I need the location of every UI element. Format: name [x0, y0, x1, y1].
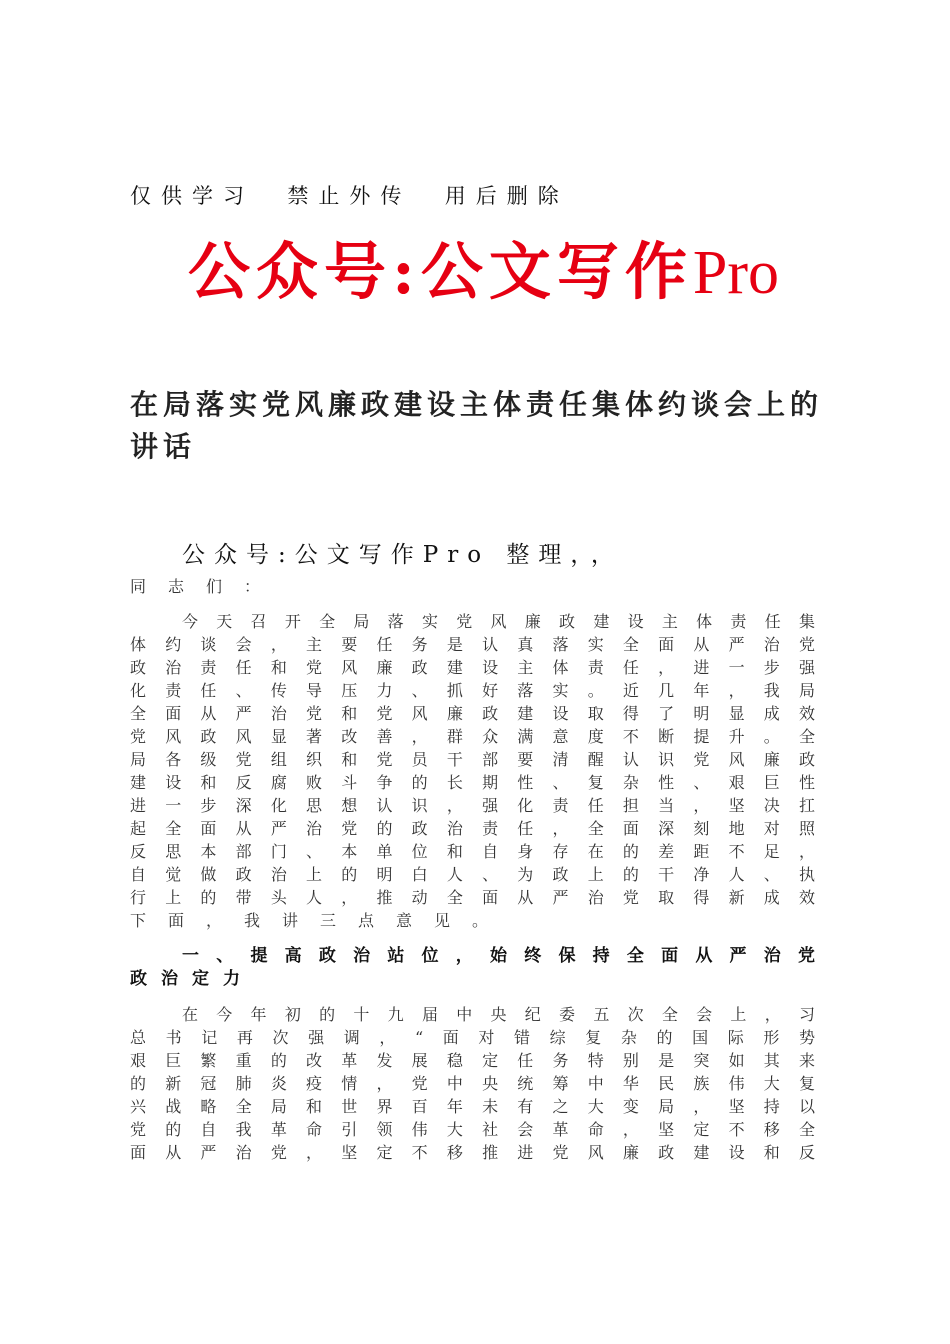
body-line: 党风政风显著改善，群众满意度不断提升。全 — [130, 727, 815, 746]
body-line: 反思本部门、本单位和自身存在的差距不足， — [130, 842, 815, 861]
body-line: 进一步深化思想认识，强化责任担当，坚决扛 — [130, 796, 815, 815]
salutation: 同志们： — [130, 577, 283, 596]
brand-watermark — [188, 222, 779, 311]
body-line: 的新冠肺炎疫情，党中央统筹中华民族伟大复 — [130, 1074, 815, 1093]
body-line: 政治责任和党风廉政建设主体责任，进一步强 — [130, 658, 815, 677]
section-heading: 政治定力 — [130, 969, 254, 989]
body-line: 党的自我革命引领伟大社会革命，坚定不移全 — [130, 1120, 815, 1139]
body-line: 建设和反腐败斗争的长期性、复杂性、艰巨性 — [130, 773, 815, 792]
body-line: 总书记再次强调，“面对错综复杂的国际形势 — [130, 1028, 815, 1047]
body-line: 下面，我讲三点意见。 — [130, 911, 511, 930]
document-subheading: 公众号:公文写作Pro 整理，， — [182, 542, 623, 568]
body-line: 行上的带头人，推动全面从严治党取得新成效 — [130, 888, 815, 907]
body-line: 起全面从严治党的政治责任，全面深刻地对照 — [130, 819, 815, 838]
body-line: 自觉做政治上的明白人、为政上的干净人、执 — [130, 865, 815, 884]
body-line: 体约谈会，主要任务是认真落实全面从严治党 — [130, 635, 815, 654]
header-notice: 仅供学习 禁止外传 用后删除 — [130, 184, 569, 208]
body-line: 全面从严治党和党风廉政建设取得了明显成效 — [130, 704, 815, 723]
brand-name: 公众号:公文写作 — [188, 235, 693, 308]
body-line: 化责任、传导压力、抓好落实。近几年，我局 — [130, 681, 815, 700]
body-line: 在今年初的十九届中央纪委五次全会上，习 — [182, 1005, 815, 1024]
body-line: 今天召开全局落实党风廉政建设主体责任集 — [182, 612, 815, 631]
body-line: 局各级党组织和党员干部要清醒认识党风廉政 — [130, 750, 815, 769]
body-line: 面从严治党，坚定不移推进党风廉政建设和反 — [130, 1143, 815, 1162]
document-title: 在局落实党风廉政建设主体责任集体约谈会上的讲话 — [130, 388, 824, 463]
section-heading: 一、提高政治站位，始终保持全面从严治党 — [182, 946, 815, 966]
brand-suffix: Pro — [692, 239, 780, 307]
body-line: 兴战略全局和世界百年未有之大变局，坚持以 — [130, 1097, 815, 1116]
body-line: 艰巨繁重的改革发展稳定任务特别是突如其来 — [130, 1051, 815, 1070]
